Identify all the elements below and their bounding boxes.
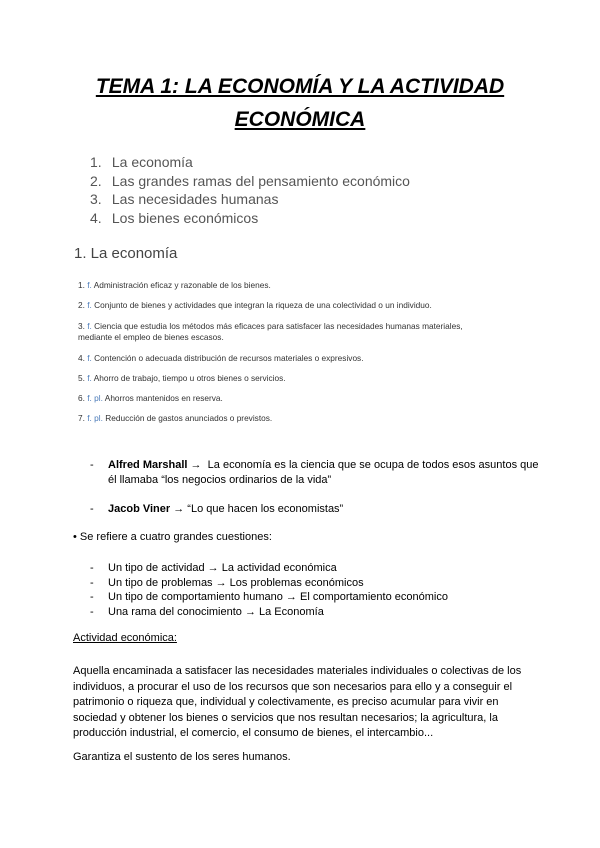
toc-item: 1. La economía [90, 154, 193, 170]
toc-item: 4. Los bienes económicos [90, 209, 259, 226]
author-definitions [90, 458, 540, 531]
subsection-heading: Actividad económica: [73, 632, 177, 644]
definition-item: 3. f. Ciencia que estudia los métodos más eficaces para satisfacer las necesidades humanas materiales, mediante el empleo de bienes escasos. [78, 321, 463, 342]
question-item: - Un tipo de problemas → Los problemas económicos [90, 576, 448, 591]
question-item: - Un tipo de comportamiento humano → El comportamiento económico [90, 590, 448, 605]
closing-paragraph: Garantiza el sustento de los seres humanos. [73, 751, 291, 763]
question-item: - Un tipo de actividad → La actividad económica [90, 561, 448, 576]
definition-item: 1. f. Administración eficaz y razonable de los bienes. [78, 280, 271, 290]
definition-item: 5. f. Ahorro de trabajo, tiempo u otros bienes o servicios. [78, 373, 286, 383]
author-item: - Alfred Marshall → La economía es la ciencia que se ocupa de todos esos asuntos que él llamaba “los negocios ordinarios de la vida” [90, 458, 540, 488]
question-item: - Una rama del conocimiento → La Economía [90, 605, 448, 620]
definition-item: 4. f. Contención o adecuada distribución de recursos materiales o expresivos. [78, 353, 364, 363]
toc-item: 3. Las necesidades humanas [90, 191, 279, 207]
section-heading: 1. La economía [74, 245, 178, 262]
dictionary-definitions [78, 280, 478, 433]
author-item: - Jacob Viner → “Lo que hacen los economistas” [90, 502, 540, 517]
activity-paragraph: Aquella encaminada a satisfacer las necesidades materiales individuales o colectivas de los individuos, a procurar el uso de los recursos que son necesarios para ello y a conseguir el patrimonio o riqueza que, individual y colectivamente, es preciso acumular para vivir en sociedad y obtener los bienes o servicios que nos resultan necesarios; la agricultura, la producción industrial, el comercio, el consumo de bienes, el intercambio... [73, 665, 522, 739]
toc-item: 2. Las grandes ramas del pensamiento económico [90, 172, 410, 189]
table-of-contents [90, 153, 410, 227]
document-title: TEMA 1: LA ECONOMÍA Y LA ACTIVIDAD ECONÓMICA [95, 75, 505, 131]
questions-intro: • Se refiere a cuatro grandes cuestiones: [73, 531, 272, 543]
definition-item: 2. f. Conjunto de bienes y actividades que integran la riqueza de una colectividad o un individuo. [78, 300, 432, 310]
definition-item: 6. f. pl. Ahorros mantenidos en reserva. [78, 393, 223, 403]
definition-item: 7. f. pl. Reducción de gastos anunciados o previstos. [78, 413, 273, 423]
questions-list [90, 561, 448, 619]
